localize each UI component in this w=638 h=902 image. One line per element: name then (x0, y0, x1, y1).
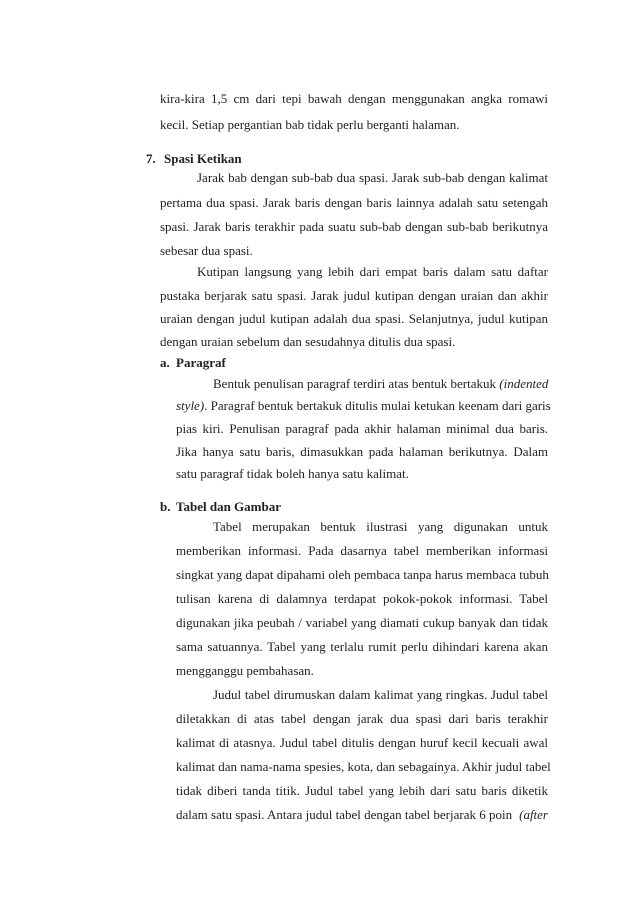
text-line: tulisan karena di dalamnya terdapat pokok-pokok informasi. Tabel (176, 591, 548, 606)
text-line: Jarak bab dengan sub-bab dua spasi. Jarak sub-bab dengan kalimat (197, 170, 548, 185)
text-line: singkat yang dapat dipahami oleh pembaca tanpa harus membaca tubuh (176, 567, 549, 582)
italic-term: style) (176, 398, 205, 413)
text-line: kalimat di atasnya. Judul tabel ditulis dengan huruf kecil kecuali awal (176, 735, 548, 750)
text-span: dalam satu spasi. Antara judul tabel dengan tabel berjarak 6 poin (176, 807, 516, 822)
text-line: kalimat dan nama-nama spesies, kota, dan sebagainya. Akhir judul tabel (176, 759, 551, 774)
text-line: Jika hanya satu baris, dimasukkan pada halaman berikutnya. Dalam (176, 444, 548, 459)
text-line: Tabel merupakan bentuk ilustrasi yang digunakan untuk (213, 519, 548, 534)
text-span: Bentuk penulisan paragraf terdiri atas bentuk bertakuk (213, 376, 500, 391)
text-line: mengganggu pembahasan. (176, 663, 314, 678)
text-line: memberikan informasi. Pada dasarnya tabel memberikan informasi (176, 543, 548, 558)
subsection-title: Tabel dan Gambar (176, 499, 281, 514)
text-span: . Paragraf bentuk bertakuk ditulis mulai ketukan keenam dari garis (204, 398, 551, 413)
text-line: tidak diberi tanda titik. Judul tabel yang lebih dari satu baris diketik (176, 783, 548, 798)
text-line: spasi. Jarak baris terakhir pada suatu sub-bab dengan sub-bab berikutnya (160, 219, 548, 234)
text-line: digunakan jika peubah / variabel yang diamati cukup banyak dan tidak (176, 615, 548, 630)
italic-term: (indented (499, 376, 549, 391)
text-line: sebesar dua spasi. (160, 243, 253, 258)
text-line: uraian dengan judul kutipan adalah dua spasi. Selanjutnya, judul kutipan (160, 311, 548, 326)
text-line: Kutipan langsung yang lebih dari empat baris dalam satu daftar (197, 264, 548, 279)
subsection-title: Paragraf (176, 355, 226, 370)
text-line: satu paragraf tidak boleh hanya satu kalimat. (176, 466, 409, 481)
text-line: pias kiri. Penulisan paragraf pada akhir halaman minimal dua baris. (176, 421, 548, 436)
text-line: dengan uraian sebelum dan sesudahnya ditulis dua spasi. (160, 334, 456, 349)
text-line (176, 398, 551, 413)
text-line: Judul tabel dirumuskan dalam kalimat yang ringkas. Judul tabel (213, 687, 548, 702)
italic-term: (after (519, 807, 548, 822)
text-line: kecil. Setiap pergantian bab tidak perlu berganti halaman. (160, 117, 460, 132)
text-line: sama satuannya. Tabel yang terlalu rumit perlu dihindari karena akan (176, 639, 548, 654)
text-line: pustaka berjarak satu spasi. Jarak judul kutipan dengan uraian dan akhir (160, 288, 548, 303)
subsection-label: b. (160, 499, 171, 514)
section-number: 7. (146, 151, 156, 166)
text-line: kira-kira 1,5 cm dari tepi bawah dengan menggunakan angka romawi (160, 91, 548, 106)
subsection-label: a. (160, 355, 170, 370)
text-line: diletakkan di atas tabel dengan jarak dua spasi dari baris terakhir (176, 711, 548, 726)
text-line (176, 807, 548, 822)
text-line: pertama dua spasi. Jarak baris dengan baris lainnya adalah satu setengah (160, 195, 548, 210)
section-title: Spasi Ketikan (164, 151, 242, 166)
text-line (213, 376, 548, 391)
